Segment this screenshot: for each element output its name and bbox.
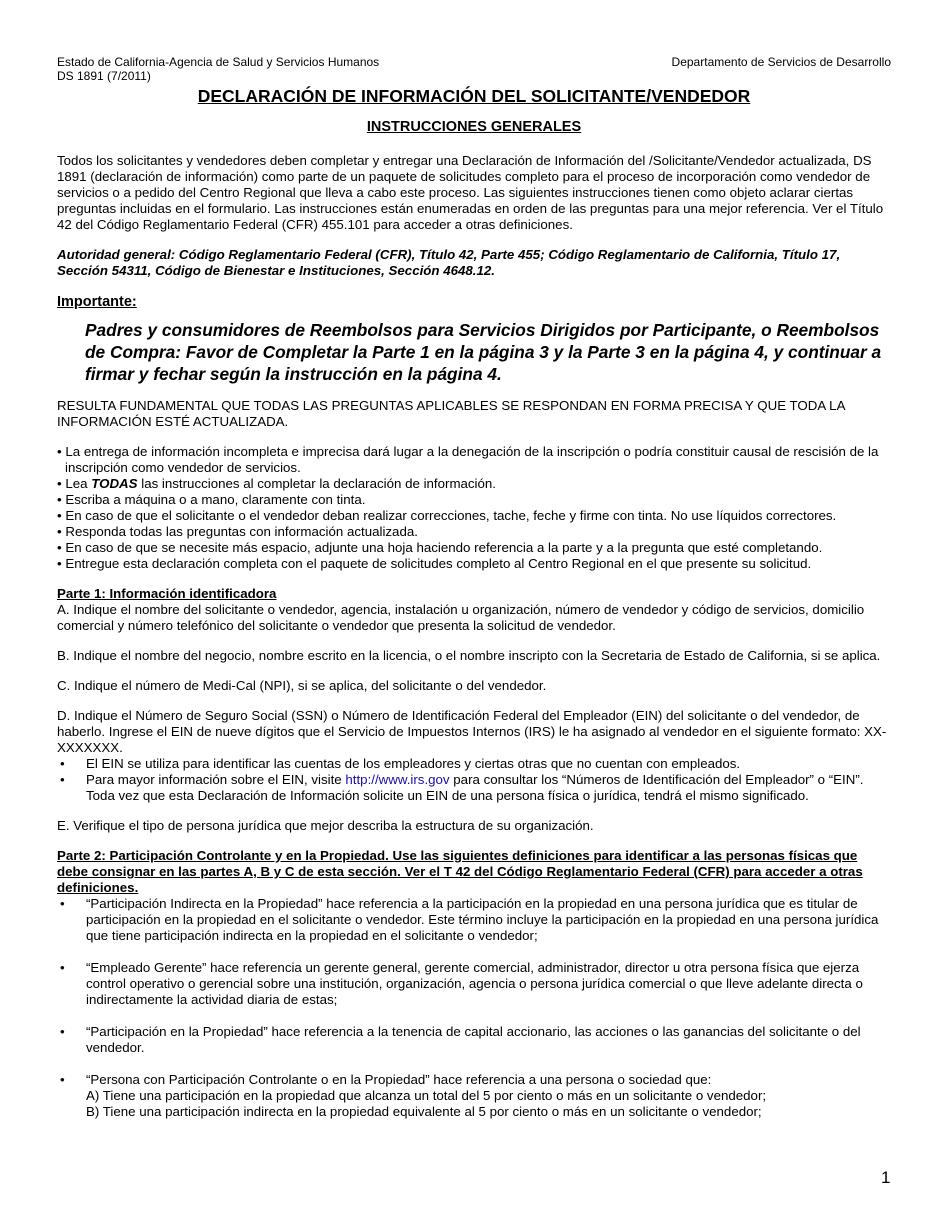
list-item: • “Empleado Gerente” hace referencia un gerente general, gerente comercial, administrador, director u otra persona física que ejerza control operativo o gerencial sobre una institución, organización, agencia o persona jurídica comercial o que lleve adelante directa o indirectamente la actividad diaria de estas; xyxy=(57,960,891,1008)
list-item: • Escriba a máquina o a mano, claramente con tinta. xyxy=(57,492,366,507)
definitions-list xyxy=(57,896,891,1120)
part2-heading: Parte 2: Participación Controlante y en la Propiedad. Use las siguientes definiciones para identificar a las personas físicas que debe consignar en las partes A, B y C de esta sección. Ver el T 42 del Código Reglamentario Federal (CFR) para acceder a otras definiciones. xyxy=(57,848,863,895)
page-number: 1 xyxy=(881,1168,891,1187)
list-item xyxy=(57,476,891,492)
list-item: • En caso de que el solicitante o el vendedor deban realizar correcciones, tache, feche y firme con tinta. No use líquidos correctores. xyxy=(57,508,837,523)
list-item: • En caso de que se necesite más espacio, adjunte una hoja haciendo referencia a la parte y a la pregunta que esté completando. xyxy=(57,540,823,555)
part1-item-a: A. Indique el nombre del solicitante o vendedor, agencia, instalación u organización, número de vendedor y código de servicios, domicilio comercial y número telefónico del solicitante o vendedor que presenta la solicitud de vendedor. xyxy=(57,602,865,633)
part1-item-b: B. Indique el nombre del negocio, nombre escrito en la licencia, o el nombre inscripto con la Secretaria de Estado de California, si se aplica. xyxy=(57,648,881,663)
list-item: • “Persona con Participación Controlante o en la Propiedad” hace referencia a una persona o sociedad que: xyxy=(57,1072,891,1088)
list-item: • El EIN se utiliza para identificar las cuentas de los empleadores y ciertas otras que no cuentan con empleados. xyxy=(57,756,891,772)
list-item-text: Para mayor información sobre el EIN, visite xyxy=(86,772,346,787)
document-page xyxy=(57,55,891,1120)
caps-notice: RESULTA FUNDAMENTAL QUE TODAS LAS PREGUNTAS APLICABLES SE RESPONDAN EN FORMA PRECISA Y QUE TODA LA INFORMACIÓN ESTÉ ACTUALIZADA. xyxy=(57,398,845,429)
list-item-text: las instrucciones al completar la declaración de información. xyxy=(137,476,496,491)
list-item xyxy=(57,772,891,804)
emphasis-text: TODAS xyxy=(91,476,138,491)
list-item-text: • Lea xyxy=(57,476,92,491)
part1-item-c: C. Indique el número de Medi-Cal (NPI), si se aplica, del solicitante o del vendedor. xyxy=(57,678,547,693)
list-item: • “Participación en la Propiedad” hace referencia a la tenencia de capital accionario, las acciones o las ganancias del solicitante o del vendedor. xyxy=(57,1024,891,1056)
page-title: DECLARACIÓN DE INFORMACIÓN DEL SOLICITANTE/VENDEDOR xyxy=(197,86,751,106)
part1-heading: Parte 1: Información identificadora xyxy=(57,586,277,601)
important-notice: Padres y consumidores de Reembolsos para Servicios Dirigidos por Participante, o Reembolsos de Compra: Favor de Completar la Parte 1 en la página 3 y la Parte 3 en la página 4, y continuar a firmar y fechar según la instrucción en la página 4. xyxy=(85,320,882,384)
list-item: • La entrega de información incompleta e imprecisa dará lugar a la denegación de la inscripción o podría constituir causal de rescisión de la inscripción como vendedor de servicios. xyxy=(57,444,879,475)
ein-bullet-list xyxy=(57,756,891,804)
form-code: DS 1891 (7/2011) xyxy=(57,69,151,83)
authority-paragraph: Autoridad general: Código Reglamentario Federal (CFR), Título 42, Parte 455; Código Reglamentario de California, Título 17, Sección 54311, Código de Bienestar e Instituciones, Sección 4648.12. xyxy=(57,247,841,278)
part1-item-e: E. Verifique el tipo de persona jurídica que mejor describa la estructura de su organización. xyxy=(57,818,594,833)
instruction-list xyxy=(57,444,891,572)
header-agency: Estado de California-Agencia de Salud y Servicios Humanos xyxy=(57,55,380,69)
sub-item-b: B) Tiene una participación indirecta en la propiedad equivalente al 5 por ciento o más en un solicitante o vendedor; xyxy=(86,1104,762,1119)
important-label: Importante: xyxy=(57,294,137,310)
header xyxy=(57,55,891,69)
list-item: • Entregue esta declaración completa con el paquete de solicitudes completo al Centro Regional en el que presente su solicitud. xyxy=(57,556,812,571)
section-title: INSTRUCCIONES GENERALES xyxy=(366,119,582,135)
intro-paragraph: Todos los solicitantes y vendedores deben completar y entregar una Declaración de Información del /Solicitante/Vendedor actualizada, DS 1891 (declaración de información) como parte de un paquete de solicitudes completo para el proceso de incorporación como vendedor de servicios o a pedido del Centro Regional que lleva a cabo este proceso. Las siguientes instrucciones tienen como objeto aclarar ciertas preguntas incluidas en el formulario. Las instrucciones están enumeradas en orden de las preguntas para una mejor referencia. Ver el Título 42 del Código Reglamentario Federal (CFR) 455.101 para acceder a otras definiciones. xyxy=(57,153,884,232)
sub-item-a: A) Tiene una participación en la propiedad que alcanza un total del 5 por ciento o más en un solicitante o vendedor; xyxy=(86,1088,767,1103)
header-department: Departamento de Servicios de Desarrollo xyxy=(671,55,891,69)
part1-item-d: D. Indique el Número de Seguro Social (SSN) o Número de Identificación Federal del Empleador (EIN) del solicitante o del vendedor, de haberlo. Ingrese el EIN de nueve dígitos que el Servicio de Impuestos Internos (IRS) le ha asignado al vendedor en el siguiente formato: XX-XXXXXXX. xyxy=(57,708,887,755)
list-item: • “Participación Indirecta en la Propiedad” hace referencia a la participación en la propiedad en una persona jurídica que es titular de participación en la propiedad en el solicitante o vendedor. Este término incluye la participación en la propiedad en una persona jurídica que tiene participación indirecta en la propiedad en el solicitante o vendedor; xyxy=(57,896,891,944)
irs-link[interactable]: http://www.irs.gov xyxy=(345,772,450,787)
list-item: • Responda todas las preguntas con información actualizada. xyxy=(57,524,418,539)
list-item-text: para consultar los “Números de Identificación del Empleador” o “EIN”. Toda vez que esta Declaración de Información solicite un EIN de una persona física o jurídica, tendrá el mismo significado. xyxy=(86,772,864,803)
